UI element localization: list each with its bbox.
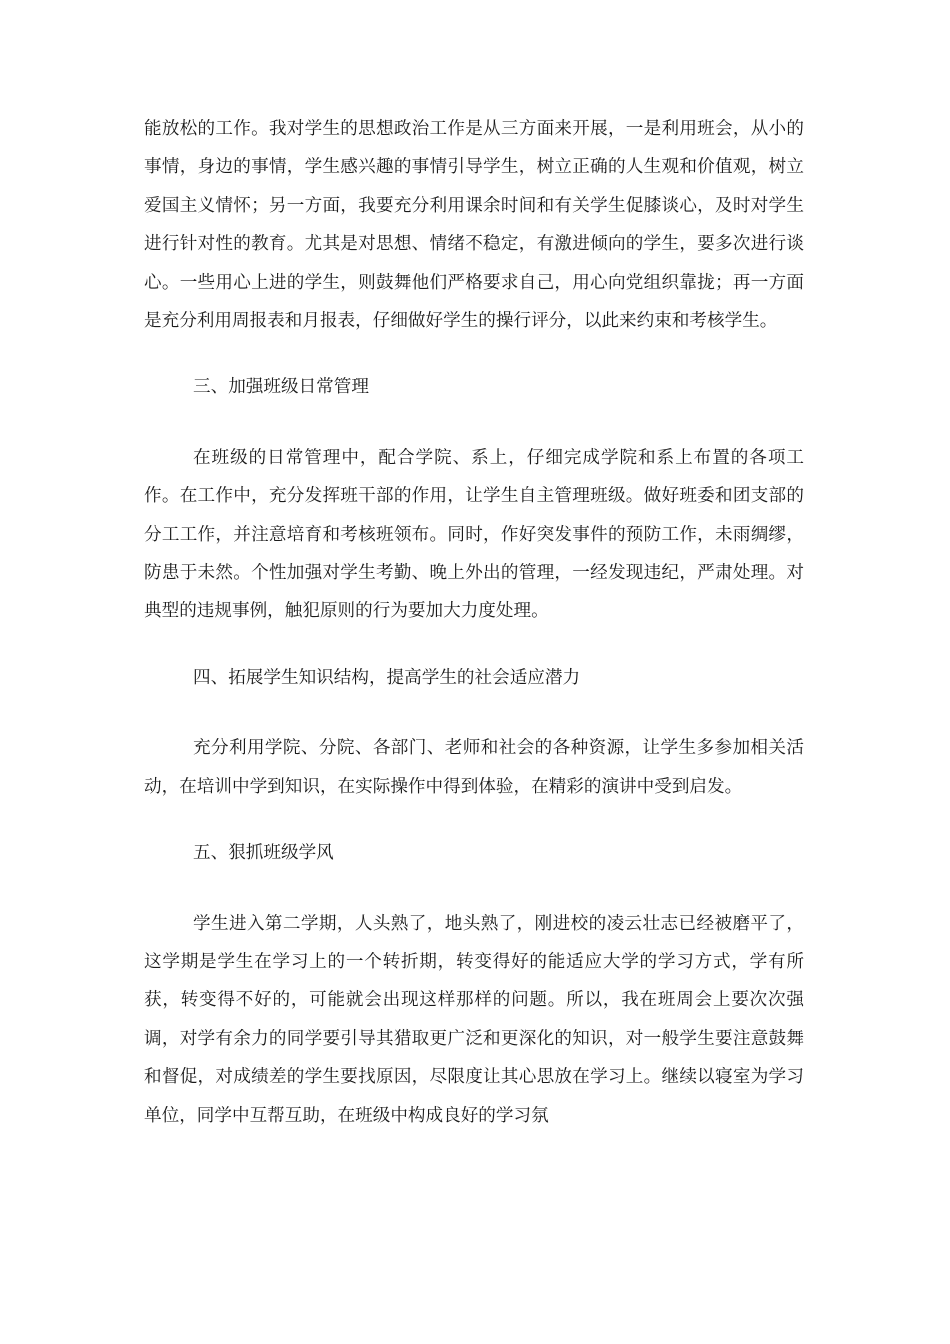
spacer — [144, 631, 804, 659]
paragraph-knowledge-structure: 充分利用学院、分院、各部门、老师和社会的各种资源，让学生多参加相关活动，在培训中学到知识，在实际操作中得到体验，在精彩的演讲中受到启发。 — [144, 738, 804, 797]
heading-section-5: 五、狠抓班级学风 — [193, 843, 334, 864]
paragraph-ideological-work: 能放松的工作。我对学生的思想政治工作是从三方面来开展，一是利用班会，从小的事情，身边的事情，学生感兴趣的事情引导学生，树立正确的人生观和价值观，树立爱国主义情怀；另一方面，我要充分利用课余时间和有关学生促膝谈心，及时对学生进行针对性的教育。尤其是对思想、情绪不稳定，有激进倾向的学生，要多次进行谈心。一些用心上进的学生，则鼓舞他们严格要求自己，用心向党组织靠拢；再一方面是充分利用周报表和月报表，仔细做好学生的操行评分，以此来约束和考核学生。 — [144, 119, 804, 332]
spacer — [144, 873, 804, 905]
spacer — [144, 806, 804, 834]
heading-section-3: 三、加强班级日常管理 — [193, 377, 369, 398]
spacer — [144, 407, 804, 439]
paragraph-daily-management: 在班级的日常管理中，配合学院、系上，仔细完成学院和系上布置的各项工作。在工作中，充分发挥班干部的作用，让学生自主管理班级。做好班委和团支部的分工工作，并注意培育和考核班领布。同时，作好突发事件的预防工作，未雨绸缪，防患于未然。个性加强对学生考勤、晚上外出的管理，一经发现违纪，严肃处理。对典型的违规事例，触犯原则的行为要加大力度处理。 — [144, 447, 804, 622]
document-page — [144, 110, 804, 1135]
spacer — [144, 697, 804, 729]
paragraph-study-style: 学生进入第二学期，人头熟了，地头熟了，刚进校的凌云壮志已经被磨平了，这学期是学生在学习上的一个转折期，转变得好的能适应大学的学习方式，学有所获，转变得不好的，可能就会出现这样那样的问题。所以，我在班周会上要次次强调，对学有余力的同学要引导其猎取更广泛和更深化的知识，对一般学生要注意鼓舞和督促，对成绩差的学生要找原因，尽限度让其心思放在学习上。继续以寝室为学习单位，同学中互帮互助，在班级中构成良好的学习氛 — [144, 913, 804, 1126]
spacer — [144, 340, 804, 368]
heading-section-4: 四、拓展学生知识结构，提高学生的社会适应潜力 — [193, 667, 581, 688]
